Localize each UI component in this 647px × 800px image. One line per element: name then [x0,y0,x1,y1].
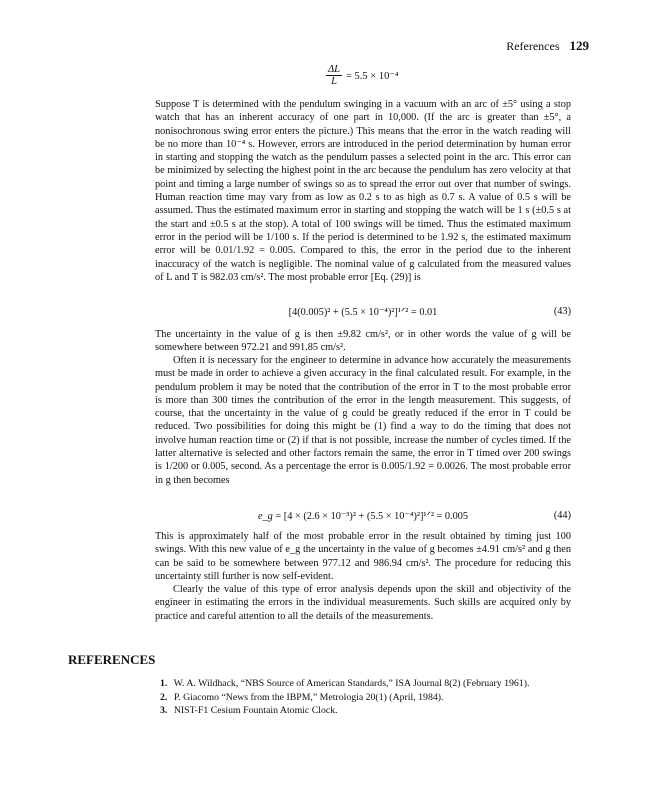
running-head: References [506,39,560,53]
reference-text: NIST-F1 Cesium Fountain Atomic Clock. [173,705,338,716]
reference-number: 2. [160,691,168,703]
paragraph-pendulum-timing [155,98,571,284]
paragraph-text: The uncertainty in the value of g is then ±9.82 cm/s², or in other words the value of g will be somewhere between 972.21 and 991.85 cm/s². [155,329,571,354]
reference-item [160,677,580,691]
equation-delta-l [326,64,399,87]
paragraph-half-error [155,530,571,583]
equation-44 [155,510,571,522]
equation-number: (43) [553,306,571,317]
paragraph-text: Suppose T is determined with the pendulum swinging in a vacuum with an arc of ±5° using a stop watch that has an inherent accuracy of one part in 10,000. (If the arc is greater than ±5°, a nonisochronous swing error enters the picture.) This means that the error in the watch reading will be no more than 10⁻⁴ s. However, errors are introduced in the period determination by human error in starting and stopping the watch as the pendulum passes a selected point in the arc. This error can be minimized by selecting the highest point in the arc because the pendulum has zero velocity at that point and timing a large number of swings so as to spread the error out over that number of swings. Human reaction time may vary from as low as 0.2 s to as high as 0.7 s. A value of 0.5 s will be assumed. Thus the estimated maximum error in starting and stopping the watch will be 1 s (±0.5 s at the start and ±0.5 s at the stop). A total of 100 swings will be timed. Thus the estimated maximum error in the period will be 1/100 s. If the period is determined to be 1.92 s, the estimated maximum error will be 0.01/1.92 = 0.005. Compared to this, the error in the period due to the inherent inaccuracy of the watch is negligible. The nominal value of g calculated from the measured values of L and T is 982.03 cm/s². The most probable error [Eq. (29)] is [155,99,571,283]
fraction-numerator: ΔL [328,64,341,75]
paragraph-text: This is approximately half of the most probable error in the result obtained by timing just 100 swings. With this new value of e_g the uncertainty in the value of g becomes ±4.91 cm/s² and g then can be said to be somewhere between 977.12 and 986.94 cm/s². The procedure for reducing this uncertainty still further is now self-evident. [155,531,571,582]
equation-lhs: e_g [257,511,273,522]
reference-item [160,691,580,705]
equation-rhs: = 5.5 × 10⁻⁴ [346,70,399,82]
page-header [506,38,589,54]
reference-number: 3. [160,705,168,716]
reference-text: W. A. Wildhack, “NBS Source of American Standards,” ISA Journal 8(2) (February 1961). [173,678,530,689]
equation-expression [258,510,468,522]
paragraph-advance-accuracy [155,354,571,487]
equation-number: (44) [553,510,571,521]
paragraph-skill [155,583,571,623]
reference-item [160,704,580,718]
equation-rhs: = [4 × (2.6 × 10⁻³)² + (5.5 × 10⁻⁴)²]¹ᐟ² = 0.005 [275,511,469,522]
fraction-denominator: L [331,76,337,87]
references-heading: REFERENCES [68,652,156,667]
equation-expression: [4(0.005)² + (5.5 × 10⁻⁴)²]¹ᐟ² = 0.01 [288,307,438,318]
reference-text: P. Giacomo “News from the IBPM,” Metrologia 20(1) (April, 1984). [173,691,444,703]
page-number: 129 [569,38,589,53]
equation-43 [155,306,571,318]
reference-number: 1. [160,678,168,689]
paragraph-text: Often it is necessary for the engineer to determine in advance how accurately the measurements must be made in order to achieve a given accuracy in the final calculated result. For example, in the pendulum problem it may be noted that the contribution of the error in T to the most probable error is more than 300 times the contribution of the error in the length measurement. This suggests, of course, that the uncertainty in the value of g could be greatly reduced if the error in T could be reduced. Two possibilities for doing this might be (1) find a way to do the timing that does not involve human reaction time or (2) if that is not possible, increase the number of cycles timed. If the latter alternative is selected and other factors remain the same, the error in T timed over 200 swings is 1/200 or 0.005, second. As a percentage the error is 0.005/1.92 = 0.0026. The most probable error in g then becomes [155,355,571,486]
references-list [160,677,580,718]
paragraph-uncertainty [155,328,571,355]
fraction [326,64,342,87]
paragraph-text: Clearly the value of this type of error analysis depends upon the skill and objectivity of the engineer in estimating the errors in the individual measurements. Such skills are acquired only by practice and careful attention to all the details of the measurements. [155,584,571,622]
